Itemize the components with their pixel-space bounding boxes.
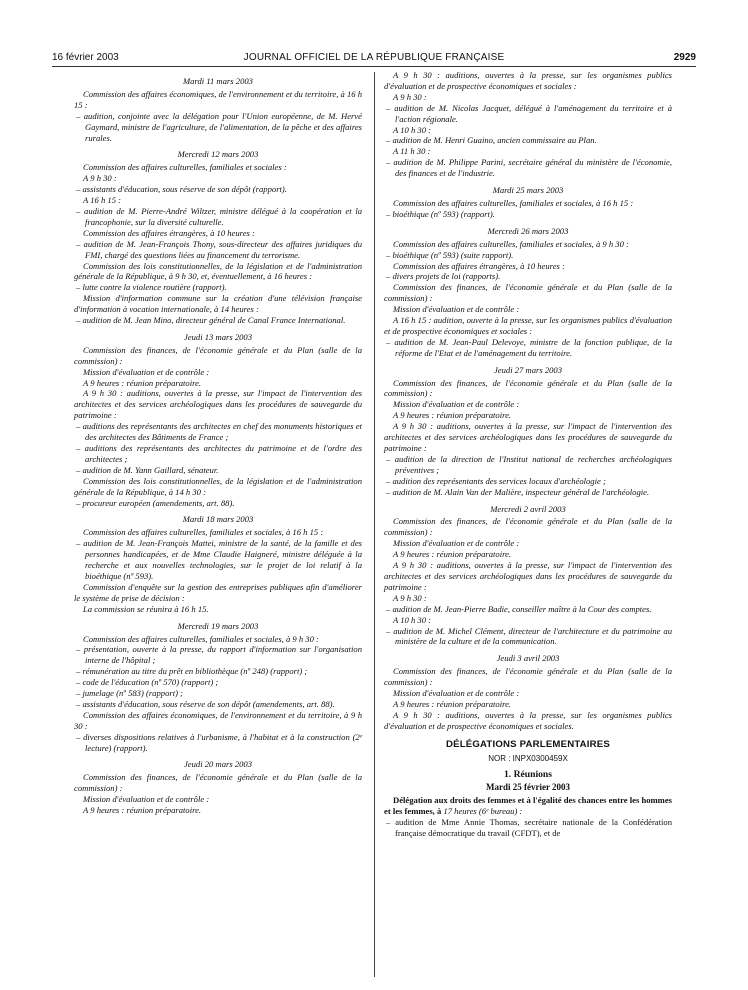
agenda-item: – assistants d'éducation, sous réserve de son dépôt (amendements, art. 88). <box>76 698 335 709</box>
header-rule <box>52 66 696 67</box>
agenda-paragraph: A 9 heures : réunion préparatoire. <box>83 377 202 388</box>
agenda-item: – audition de M. Nicolas Jacquet, délégué à l'aménagement du territoire et à l'action régionale. <box>386 102 672 124</box>
agenda-paragraph: Commission des affaires culturelles, familiales et sociales, à 9 h 30 : <box>83 633 319 644</box>
agenda-item: – audition de M. Jean-François Thony, sous-directeur des affaires juridiques du FMI, chargé des questions liées au financement du terrorisme. <box>76 238 362 260</box>
delegations-section <box>384 740 672 839</box>
agenda-paragraph: A 16 h 15 : <box>83 195 122 206</box>
agenda-date-heading: Jeudi 3 avril 2003 <box>496 653 560 664</box>
agenda-item: – divers projets de loi (rapports). <box>386 271 501 282</box>
agenda-paragraph: Commission des finances, de l'économie générale et du Plan (salle de la commission) : <box>384 377 672 399</box>
right-column-agenda <box>384 70 672 732</box>
agenda-item: – code de l'éducation (nº 570) (rapport) ; <box>76 677 219 688</box>
agenda-paragraph: A 9 h 30 : <box>83 173 117 184</box>
left-column <box>74 70 362 816</box>
agenda-item: – diverses dispositions relatives à l'urbanisme, à l'habitat et à la construction (2ᵉ lecture) (rapport). <box>76 731 362 753</box>
right-column <box>384 70 672 839</box>
agenda-item: – audition de M. Jean-Paul Delevoye, ministre de la fonction publique, de la réforme de l'Etat et de l'aménagement du territoire. <box>386 336 672 358</box>
agenda-paragraph: A 9 heures : réunion préparatoire. <box>393 549 512 560</box>
agenda-paragraph: Mission d'évaluation et de contrôle : <box>83 794 210 805</box>
agenda-paragraph: Commission des affaires économiques, de l'environnement et du territoire, à 16 h 15 : <box>74 88 362 110</box>
agenda-paragraph: A 9 heures : réunion préparatoire. <box>83 805 202 816</box>
agenda-date-heading: Mercredi 2 avril 2003 <box>490 503 566 514</box>
agenda-paragraph: A 9 h 30 : auditions, ouvertes à la presse, sur les organismes publics d'évaluation et de prospective économiques et sociales : <box>384 70 672 91</box>
delegation-name: Délégation aux droits des femmes et à l'égalité des chances entre les hommes et les femmes, à <box>384 795 672 817</box>
agenda-paragraph: La commission se réunira à 16 h 15. <box>83 603 209 614</box>
delegation-time: 17 heures (6ᵉ bureau) : <box>441 806 523 817</box>
meeting-date: Mardi 25 février 2003 <box>485 782 571 793</box>
agenda-item: – jumelage (nº 583) (rapport) ; <box>76 688 183 699</box>
page-number: 2929 <box>673 52 696 63</box>
agenda-paragraph: Commission des affaires étrangères, à 10 heures : <box>393 260 565 271</box>
agenda-item: – procureur européen (amendements, art. 88). <box>76 497 235 508</box>
delegation-item: – audition de Mme Annie Thomas, secrétaire nationale de la Confédération française démocratique du travail (CFDT), et de <box>386 817 672 838</box>
agenda-paragraph: Commission des finances, de l'économie générale et du Plan (salle de la commission) : <box>384 516 672 538</box>
agenda-paragraph: A 10 h 30 : <box>393 124 432 135</box>
agenda-paragraph: A 10 h 30 : <box>393 614 432 625</box>
agenda-paragraph: A 9 h 30 : <box>393 592 427 603</box>
agenda-item: – lutte contre la violence routière (rapport). <box>76 282 227 293</box>
agenda-item: – audition de la direction de l'Institut national de recherches archéologiques préventives ; <box>386 453 672 475</box>
agenda-item: – bioéthique (nº 593) (suite rapport). <box>386 249 514 260</box>
header-journal-title: JOURNAL OFFICIEL DE LA RÉPUBLIQUE FRANÇAISE <box>243 52 505 63</box>
agenda-paragraph: A 9 h 30 : auditions, ouvertes à la presse, sur l'impact de l'intervention des architectes et des services archéologiques dans les procédures de sauvegarde du patrimoine : <box>74 388 362 421</box>
agenda-item: – présentation, ouverte à la presse, du rapport d'information sur l'organisation interne de l'hôpital ; <box>76 644 362 666</box>
agenda-item: – audition de M. Henri Guaino, ancien commissaire au Plan. <box>386 135 597 146</box>
agenda-item: – audition de M. Pierre-André Wiltzer, ministre délégué à la coopération et la francophonie, sur la diversité culturelle. <box>76 205 362 227</box>
agenda-paragraph: Commission des affaires culturelles, familiales et sociales, à 16 h 15 : <box>393 197 634 208</box>
agenda-paragraph: A 16 h 15 : audition, ouverte à la presse, sur les organismes publics d'évaluation et de prospective économiques et sociales : <box>384 315 672 336</box>
agenda-paragraph: Commission des affaires étrangères, à 10 heures : <box>83 227 255 238</box>
agenda-item: – audition de M. Jean-François Mattei, ministre de la santé, de la famille et des personnes handicapées, et de Mme Claudie Haigneré, ministre déléguée à la recherche et aux nouvelles technologies, sur le projet de loi relatif à la bioéthique (nº 593). <box>76 538 362 581</box>
agenda-paragraph: Commission des finances, de l'économie générale et du Plan (salle de la commission) : <box>384 666 672 688</box>
agenda-item: – audition de M. Yann Gaillard, sénateur. <box>76 464 219 475</box>
agenda-paragraph: Commission des affaires culturelles, familiales et sociales, à 16 h 15 : <box>83 527 324 538</box>
agenda-paragraph: A 9 h 30 : auditions, ouvertes à la presse, sur les organismes publics d'évaluation et de prospective économiques et sociales. <box>384 709 672 731</box>
agenda-paragraph: Commission des finances, de l'économie générale et du Plan (salle de la commission) : <box>384 282 672 304</box>
agenda-item: – audition de M. Michel Clément, directeur de l'architecture et du patrimoine au ministère de la culture et de la communication. <box>386 625 672 647</box>
agenda-paragraph: A 9 heures : réunion préparatoire. <box>393 410 512 421</box>
nor-reference: NOR : INPX0300459X <box>488 753 568 763</box>
agenda-paragraph: A 11 h 30 : <box>393 146 431 157</box>
agenda-paragraph: Mission d'évaluation et de contrôle : <box>393 538 520 549</box>
agenda-paragraph: Mission d'évaluation et de contrôle : <box>393 688 520 699</box>
agenda-item: – rémunération au titre du prêt en bibliothèque (nº 248) (rapport) ; <box>76 666 308 677</box>
agenda-item: – auditions des représentants des architectes du patrimoine et de l'ordre des architectes ; <box>76 443 362 464</box>
agenda-date-heading: Mercredi 19 mars 2003 <box>177 620 259 631</box>
agenda-date-heading: Mercredi 26 mars 2003 <box>487 225 569 236</box>
agenda-paragraph: Commission des affaires culturelles, familiales et sociales : <box>83 162 287 173</box>
agenda-date-heading: Jeudi 27 mars 2003 <box>493 364 563 375</box>
agenda-paragraph: Mission d'évaluation et de contrôle : <box>83 366 210 377</box>
agenda-paragraph: Commission d'enquête sur la gestion des entreprises publiques afin d'améliorer le système de prise de décision : <box>74 581 362 603</box>
agenda-item: – audition de M. Alain Van der Malière, inspecteur général de l'archéologie. <box>386 486 650 497</box>
agenda-paragraph: A 9 h 30 : <box>393 91 427 102</box>
delegation-intro <box>384 795 672 817</box>
agenda-paragraph: A 9 heures : réunion préparatoire. <box>393 698 512 709</box>
agenda-date-heading: Mercredi 12 mars 2003 <box>177 149 259 160</box>
agenda-item: – audition, conjointe avec la délégation pour l'Union européenne, de M. Hervé Gaymard, ministre de l'agriculture, de l'alimentation, de la pêche et des affaires rurales. <box>76 110 362 143</box>
agenda-item: – audition de M. Philippe Parini, secrétaire général du ministère de l'économie, des finances et de l'industrie. <box>386 157 672 179</box>
agenda-paragraph: Commission des lois constitutionnelles, de la législation et de l'administration générale de la République, à 9 h 30, et, éventuellement, à 16 heures : <box>74 260 362 282</box>
agenda-paragraph: Mission d'évaluation et de contrôle : <box>393 304 520 315</box>
agenda-date-heading: Jeudi 13 mars 2003 <box>183 331 253 342</box>
agenda-paragraph: Commission des finances, de l'économie générale et du Plan (salle de la commission) : <box>74 772 362 794</box>
agenda-paragraph: Commission des affaires économiques, de l'environnement et du territoire, à 9 h 30 : <box>74 709 362 731</box>
agenda-paragraph: A 9 h 30 : auditions, ouvertes à la presse, sur l'impact de l'intervention des architectes et des services archéologiques dans les procédures de sauvegarde du patrimoine : <box>384 421 672 453</box>
agenda-date-heading: Mardi 11 mars 2003 <box>183 76 253 86</box>
agenda-paragraph: A 9 h 30 : auditions, ouvertes à la presse, sur l'impact de l'intervention des architectes et des services archéologiques dans les procédures de sauvegarde du patrimoine : <box>384 560 672 592</box>
agenda-paragraph: Mission d'évaluation et de contrôle : <box>393 399 520 410</box>
agenda-item: – bioéthique (nº 593) (rapport). <box>386 208 495 219</box>
agenda-paragraph: Commission des finances, de l'économie générale et du Plan (salle de la commission) : <box>74 344 362 366</box>
section-title: 1. Réunions <box>504 769 552 781</box>
agenda-paragraph: Commission des affaires culturelles, familiales et sociales, à 9 h 30 : <box>393 238 629 249</box>
agenda-item: – audition de M. Jean-Pierre Badie, conseiller maître à la Cour des comptes. <box>386 603 652 614</box>
agenda-item: – assistants d'éducation, sous réserve de son dépôt (rapport). <box>76 184 287 195</box>
agenda-item: – audition des représentants des services locaux d'archéologie ; <box>386 475 606 486</box>
agenda-item: – auditions des représentants des architectes en chef des monuments historiques et des architectes des Bâtiments de France ; <box>76 421 362 443</box>
column-divider <box>374 72 375 977</box>
agenda-date-heading: Mardi 18 mars 2003 <box>182 514 254 525</box>
agenda-paragraph: Mission d'information commune sur la création d'une télévision française d'information à vocation internationale, à 14 heures : <box>74 293 362 315</box>
delegations-heading: DÉLÉGATIONS PARLEMENTAIRES <box>445 738 611 750</box>
agenda-paragraph: Commission des lois constitutionnelles, de la législation et de l'administration générale de la République, à 14 h 30 : <box>74 475 362 497</box>
header-date: 16 février 2003 <box>52 52 119 63</box>
agenda-item: – audition de M. Jean Mino, directeur général de Canal France International. <box>76 315 346 326</box>
agenda-date-heading: Jeudi 20 mars 2003 <box>183 759 253 770</box>
agenda-date-heading: Mardi 25 mars 2003 <box>492 185 564 196</box>
